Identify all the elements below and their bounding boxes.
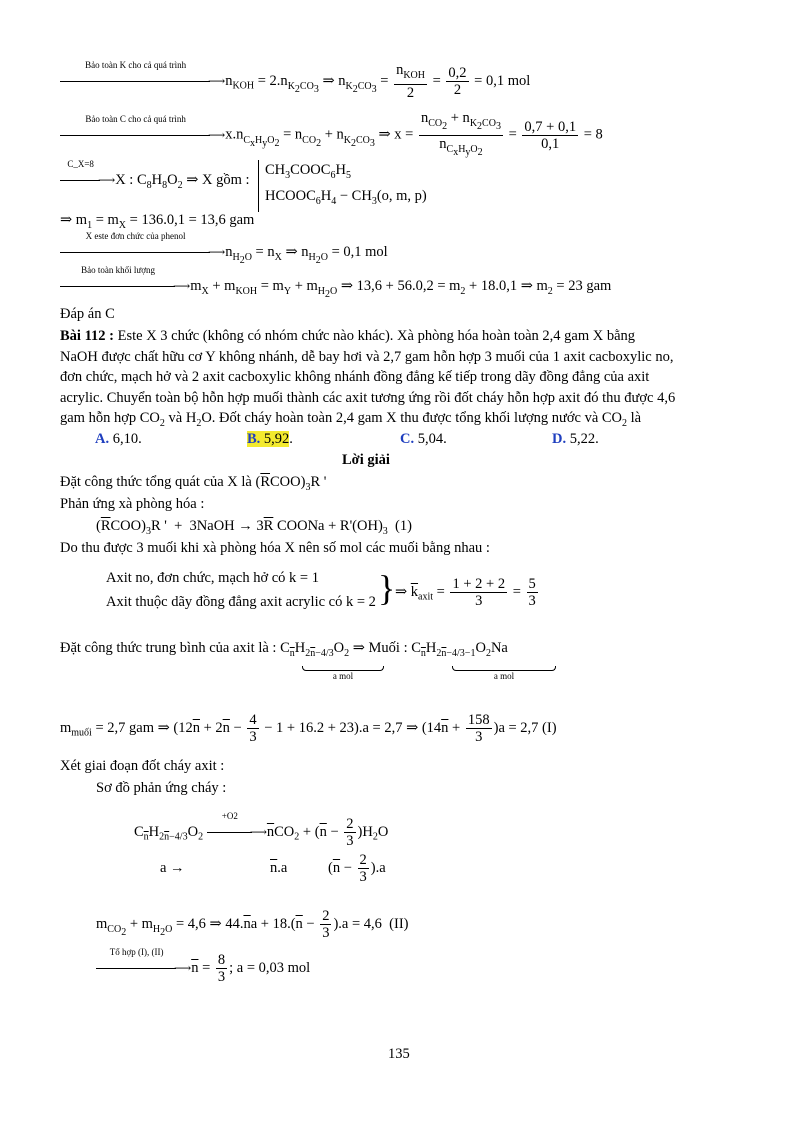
- problem-block: [60, 326, 675, 434]
- problem-line: NaOH được chất hữu cơ Y không nhánh, dễ bay hơi và 2,7 gam hỗn hợp 3 muối của 1 axit cacboxylic no,: [60, 348, 674, 365]
- k-average: ⇒ $\overline{k}_{axit}$ = $\frac{1 + 2 + 2}{3}$ = $\frac{5}{3}$: [395, 576, 536, 609]
- solution-line-1: Đặt công thức tổng quát của X là $(\overline{R}COO)_3R$ ': [60, 474, 327, 493]
- arrow-label: Bảo toàn C cho cả quá trình: [85, 113, 186, 124]
- saponification-equation: $(\overline{R}COO)_3R$ ' + 3NaOH → $3\overline{R}$ COONa + $R'(OH)_3$ (1): [96, 518, 412, 537]
- option-a[interactable]: A. 6,10.: [95, 431, 142, 447]
- reaction-arrow: +O2 ⟶: [207, 824, 267, 841]
- option-b[interactable]: B. 5,92.: [247, 431, 293, 447]
- k-condition-1: Axit no, đơn chức, mạch hở có k = 1: [106, 570, 319, 586]
- option-d[interactable]: D. 5,22.: [552, 431, 599, 447]
- equation-line-1: Bảo toàn K cho cả quá trình $⟶n_{KOH} = 2.n_{K_2CO_3}$ ⇒ $n_{K_2CO_3}$ = $\frac{n_{KOH}}{2}$ = $\frac{0,2}{2}$ = 0,1 mol: [60, 62, 530, 101]
- equation-line-4: ⇒ $m_1 = m_X = 136.0,1 = 13,6$ gam: [60, 212, 255, 231]
- k-conditions: [106, 566, 376, 614]
- average-formula-line: Đặt công thức trung bình của axit là : $C_{\overline{n}}H_{2\overline{n}-4/3}O_2$ ⇒ Muối : $C_{\overline{n}}H_{2\overline{n}-4/3-1}O_2Na$: [60, 640, 508, 659]
- right-brace: }: [378, 568, 396, 608]
- arrow-label: X este đơn chức của phenol: [85, 231, 186, 241]
- problem-title: Bài 112 :: [60, 328, 114, 344]
- reaction-arrow: C_X=8 ⟶: [60, 172, 115, 189]
- final-result: Tổ hợp (I), (II) $⟶\overline{n}$ = $\frac{8}{3}$ ; a = 0,03 mol: [96, 952, 310, 985]
- reaction-arrow: Bảo toàn K cho cả quá trình ⟶: [60, 73, 225, 90]
- problem-line: gam hỗn hợp $CO_2$ và $H_2O$. Đốt cháy hoàn toàn 2,4 gam X thu được tổng khối lượng nước và $CO_2$ là: [60, 410, 642, 429]
- equation-line-6: Bảo toàn khối lượng $⟶m_X + m_{KOH} = m_Y + m_{H_2O}$ ⇒ $13,6 + 56.0,2 = m_2 + 18.0,1$ ⇒ $m_2 = 23$ gam: [60, 278, 611, 300]
- mol-a: a →: [160, 860, 185, 876]
- reaction-arrow: Bảo toàn C cho cả quá trình ⟶: [60, 127, 225, 144]
- page-number: 135: [388, 1046, 410, 1062]
- arrow-label: Bảo toàn khối lượng: [81, 265, 156, 275]
- arrow-label: Bảo toàn K cho cả quá trình: [85, 59, 187, 70]
- solution-line-2: Phản ứng xà phòng hóa :: [60, 496, 205, 512]
- solution-line-4: Do thu được 3 muối khi xà phòng hóa X nên số mol các muối bằng nhau :: [60, 540, 490, 556]
- equation-line-3: C_X=8 ⟶X : $C_8H_8O_2$ ⇒ X gồm :: [60, 172, 250, 191]
- underbrace-salt: a mol: [452, 666, 556, 681]
- equation-line-2: Bảo toàn C cho cả quá trình $⟶x.n_{C_xH_yO_2} = n_{CO_2} + n_{K_2CO_3}$ ⇒ x = $\frac{n_{CO_2} + n_{K_2CO_3}}{n_{C_xH_yO_2}}$ = $\frac{0,7 + 0,1}{0,1}$ = 8: [60, 110, 603, 161]
- mol-h2o: ($\overline{n}$ − $\frac{2}{3}$ ).a: [328, 852, 386, 885]
- underbrace-acid: a mol: [302, 666, 384, 681]
- solution-line-9: Sơ đồ phản ứng cháy :: [96, 780, 227, 796]
- arrow-label: Tổ hợp (I), (II): [109, 946, 164, 957]
- reaction-arrow: Tổ hợp (I), (II) ⟶: [96, 960, 191, 977]
- equation-line-5: X este đơn chức của phenol $⟶n_{H_2O} = n_X$ ⇒ $n_{H_2O} = 0,1$ mol: [60, 244, 388, 266]
- combustion-mass-equation: $m_{CO_2} + m_{H_2O} = 4,6$ ⇒ $44.\overline{n}a + 18.(\overline{n}$ − $\frac{2}{3}$ ).a = 4,6 (II): [96, 908, 409, 941]
- problem-line: acrylic. Chuyển toàn bộ hỗn hợp muối thành các axit tương ứng rồi đốt cháy hỗn hợp axit đó thu được 4,6: [60, 389, 676, 406]
- isomer-list: $CH_3COOC_6H_5$ $HCOOC_6H_4 - CH_3(o$, m, p): [258, 160, 427, 212]
- k-condition-2: Axit thuộc dãy đồng đẳng axit acrylic có k = 2: [106, 594, 376, 610]
- solution-title: Lời giải: [342, 452, 390, 468]
- previous-answer: Đáp án C: [60, 306, 115, 322]
- arrow-label: C_X=8: [67, 159, 94, 169]
- reaction-arrow: Bảo toàn khối lượng ⟶: [60, 278, 190, 295]
- salt-mass-equation: $m_{muối} = 2,7$ gam ⇒ ($12\overline{n} + 2\overline{n}$ − $\frac{4}{3}$ − 1 + 16.2 + 23).a = 2,7 ⇒ ($14\overline{n}$ + $\frac{158}{3}$ )a = 2,7 (I): [60, 712, 557, 745]
- mol-co2: $\overline{n}.a$: [270, 860, 288, 876]
- problem-line: Este X 3 chức (không có nhóm chức nào khác). Xà phòng hóa hoàn toàn 2,4 gam X bằng: [113, 328, 636, 344]
- reaction-arrow: X este đơn chức của phenol ⟶: [60, 244, 225, 261]
- problem-line: đơn chức, mạch hở và 2 axit cacboxylic không nhánh đồng đẳng kế tiếp trong dãy đồng đẳng của axit: [60, 369, 650, 385]
- solution-line-8: Xét giai đoạn đốt cháy axit :: [60, 758, 225, 774]
- option-c[interactable]: C. 5,04.: [400, 431, 447, 447]
- combustion-equation: $C_{\overline{n}}H_{2\overline{n}-4/3}O_2$ +O2 $⟶\overline{n}CO_2 + (\overline{n}$ − $\frac{2}{3}$ )$H_2O$: [134, 810, 389, 849]
- arrow-label: +O2: [221, 810, 238, 821]
